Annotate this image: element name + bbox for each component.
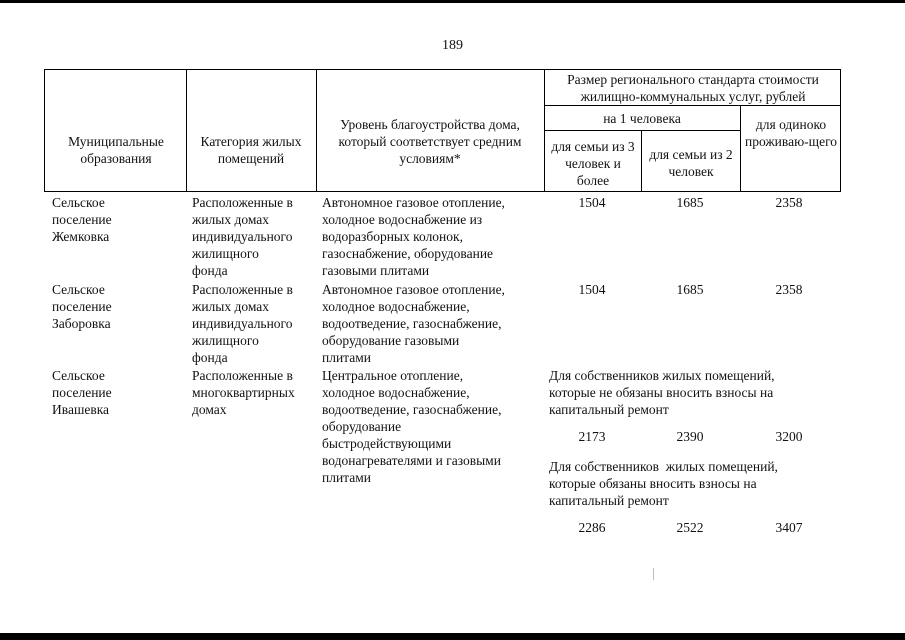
value-family3: 2286 (578, 520, 606, 535)
category-cell: Расположенные в многоквартирных домах (192, 368, 295, 417)
level-cell: Автономное газовое отопление, холодное водоснабжение, водоотведение, газоснабжение, оборудование газовыми плитами (322, 282, 505, 365)
value-family3: 1504 (578, 195, 606, 210)
note-no-capital-repair: Для собственников жилых помещений, которые не обязаны вносить взносы на капитальный ремонт (549, 368, 775, 417)
value-family2: 1685 (676, 195, 704, 210)
municipality-cell: Сельское поселение Жемковка (52, 195, 112, 244)
note-capital-repair: Для собственников жилых помещений, которые обязаны вносить взносы на капитальный ремонт (549, 459, 778, 508)
value-single: 2358 (775, 195, 803, 210)
category-cell: Расположенные в жилых домах индивидуального жилищного фонда (192, 282, 293, 365)
scan-artifact (653, 568, 654, 580)
value-family2: 2522 (676, 520, 704, 535)
top-border (0, 0, 905, 3)
header-single: для одиноко проживаю-щего (744, 117, 838, 149)
page-number: 189 (442, 38, 463, 53)
header-size-group: Размер регионального стандарта стоимости жилищно-коммунальных услуг, рублей (567, 72, 819, 104)
value-family3: 2173 (578, 429, 606, 444)
level-cell: Центральное отопление, холодное водоснабжение, водоотведение, газоснабжение, оборудование быстродействующими водонагревателями и газовыми плитами (322, 368, 502, 485)
header-per-person: на 1 человека (603, 111, 681, 126)
value-single: 2358 (775, 282, 803, 297)
header-category: Категория жилых помещений (200, 134, 302, 166)
header-family3: для семьи из 3 человек и более (551, 139, 635, 188)
header-family2: для семьи из 2 человек (649, 147, 733, 179)
value-single: 3200 (775, 429, 803, 444)
value-single: 3407 (775, 520, 803, 535)
municipality-cell: Сельское поселение Заборовка (52, 282, 112, 331)
value-family2: 1685 (676, 282, 704, 297)
level-cell: Автономное газовое отопление, холодное водоснабжение из водоразборных колонок, газоснабжение, оборудование газовыми плитами (322, 195, 505, 278)
value-family2: 2390 (676, 429, 704, 444)
header-level: Уровень благоустройства дома, который соответствует средним условиям* (338, 117, 522, 166)
municipality-cell: Сельское поселение Ивашевка (52, 368, 112, 417)
value-family3: 1504 (578, 282, 606, 297)
category-cell: Расположенные в жилых домах индивидуального жилищного фонда (192, 195, 293, 278)
bottom-border (0, 633, 905, 640)
header-municipality: Муниципальные образования (68, 134, 164, 166)
